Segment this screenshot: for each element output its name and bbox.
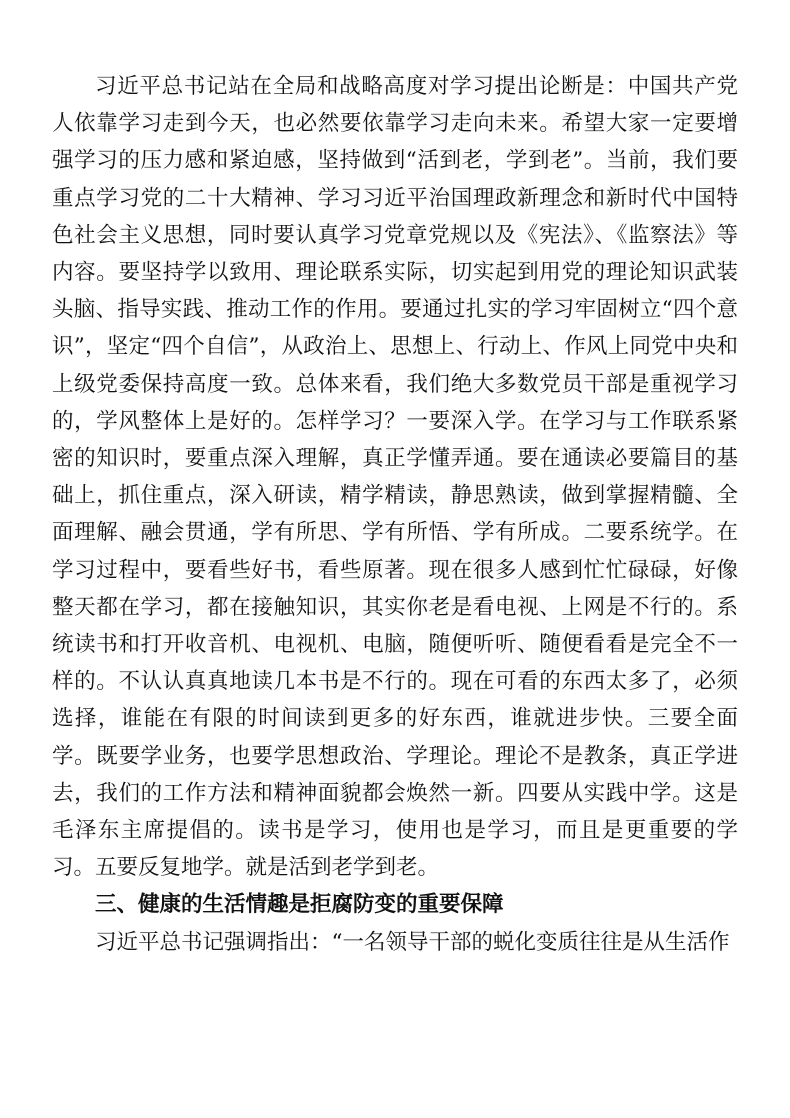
section-heading: 三、健康的生活情趣是拒腐防变的重要保障: [95, 892, 504, 918]
closing-paragraph: 习近平总书记强调指出：“一名领导干部的蜕化变质往往是从生活作: [95, 929, 730, 955]
body-paragraph: 习近平总书记站在全局和战略高度对学习提出论断是：中国共产党人依靠学习走到今天，也必然要依靠学习走向未来。希望大家一定要增强学习的压力感和紧迫感，坚持做到“活到老，学到老”。当前，我们要重点学习党的二十大精神、学习习近平治国理政新理念和新时代中国特色社会主义思想，同时要认真学习党章党规以及《宪法》、《监察法》等内容。要坚持学以致用、理论联系实际，切实起到用党的理论知识武装头脑、指导实践、推动工作的作用。要通过扎实的学习牢固树立“四个意识”，坚定“四个自信”，从政治上、思想上、行动上、作风上同党中央和上级党委保持高度一致。总体来看，我们绝大多数党员干部是重视学习的，学风整体上是好的。怎样学习？一要深入学。在学习与工作联系紧密的知识时，要重点深入理解，真正学懂弄通。要在通读必要篇目的基础上，抓住重点，深入研读，精学精读，静思熟读，做到掌握精髓、全面理解、融会贯通，学有所思、学有所悟、学有所成。二要系统学。在学习过程中，要看些好书，看些原著。现在很多人感到忙忙碌碌，好像整天都在学习，都在接触知识，其实你老是看电视、上网是不行的。系统读书和打开收音机、电视机、电脑，随便听听、随便看看是完全不一样的。不认认真真地读几本书是不行的。现在可看的东西太多了，必须选择，谁能在有限的时间读到更多的好东西，谁就进步快。三要全面学。既要学业务，也要学思想政治、学理论。理论不是教条，真正学进去，我们的工作方法和精神面貌都会焕然一新。四要从实践中学。这是毛泽东主席提倡的。读书是学习，使用也是学习，而且是更重要的学习。五要反复地学。就是活到老学到老。: [52, 74, 738, 881]
